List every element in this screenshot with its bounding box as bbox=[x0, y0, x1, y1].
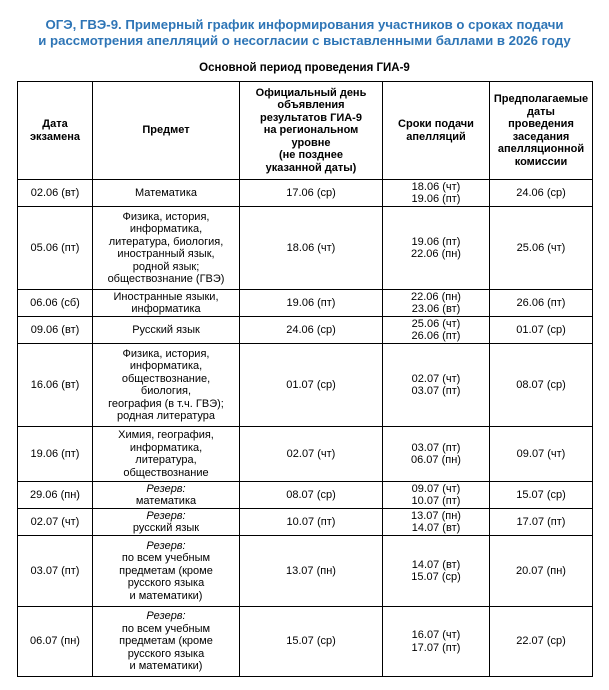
commission-date-cell: 15.07 (ср) bbox=[490, 482, 593, 509]
results-day-cell: 15.07 (ср) bbox=[240, 607, 383, 677]
results-day-cell: 19.06 (пт) bbox=[240, 290, 383, 317]
document-title bbox=[0, 17, 609, 49]
exam-date-cell: 02.06 (вт) bbox=[18, 180, 93, 207]
results-day-cell: 17.06 (ср) bbox=[240, 180, 383, 207]
results-day-cell: 18.06 (чт) bbox=[240, 207, 383, 290]
appeal-schedule-table bbox=[17, 81, 593, 677]
results-day-cell: 24.06 (ср) bbox=[240, 317, 383, 344]
reserve-note: Резерв: bbox=[146, 539, 186, 552]
table-row bbox=[18, 180, 593, 207]
subject-cell: Резерв: русский язык bbox=[93, 509, 240, 536]
reserve-note: Резерв: bbox=[146, 509, 186, 522]
subject-cell: Физика, история, информатика, обществознание, биология, география (в т.ч. ГВЭ); родная литература bbox=[93, 344, 240, 427]
header-subject: Предмет bbox=[93, 82, 240, 180]
subject-cell: Резерв: математика bbox=[93, 482, 240, 509]
exam-date-cell: 06.07 (пн) bbox=[18, 607, 93, 677]
exam-date-cell: 19.06 (пт) bbox=[18, 427, 93, 482]
results-day-cell: 10.07 (пт) bbox=[240, 509, 383, 536]
exam-date-cell: 16.06 (вт) bbox=[18, 344, 93, 427]
appeal-dates-cell: 25.06 (чт) 26.06 (пт) bbox=[383, 317, 490, 344]
commission-date-cell: 25.06 (чт) bbox=[490, 207, 593, 290]
exam-date-cell: 06.06 (сб) bbox=[18, 290, 93, 317]
subject-cell: Иностранные языки, информатика bbox=[93, 290, 240, 317]
results-day-cell: 02.07 (чт) bbox=[240, 427, 383, 482]
table-row bbox=[18, 317, 593, 344]
appeal-dates-cell: 18.06 (чт) 19.06 (пт) bbox=[383, 180, 490, 207]
exam-date-cell: 05.06 (пт) bbox=[18, 207, 93, 290]
exam-date-cell: 02.07 (чт) bbox=[18, 509, 93, 536]
subject-cell: Резерв: по всем учебным предметам (кроме русского языка и математики) bbox=[93, 607, 240, 677]
subject-cell: Математика bbox=[93, 180, 240, 207]
table-row bbox=[18, 344, 593, 427]
subject-cell: Русский язык bbox=[93, 317, 240, 344]
results-day-cell: 13.07 (пн) bbox=[240, 536, 383, 607]
table-header-row bbox=[18, 82, 593, 180]
reserve-note: Резерв: bbox=[146, 482, 186, 495]
table-row bbox=[18, 427, 593, 482]
commission-date-cell: 01.07 (ср) bbox=[490, 317, 593, 344]
table-row bbox=[18, 482, 593, 509]
title-text: ОГЭ, ГВЭ-9. Примерный график информирования участников о сроках подачи и рассмотрения апелляций о несогласии с выставленными баллами в 2026 году bbox=[38, 17, 571, 48]
header-appeal-dates: Сроки подачи апелляций bbox=[383, 82, 490, 180]
table-row bbox=[18, 509, 593, 536]
period-subtitle: Основной период проведения ГИА-9 bbox=[199, 62, 410, 74]
appeal-dates-cell: 02.07 (чт) 03.07 (пт) bbox=[383, 344, 490, 427]
commission-date-cell: 22.07 (ср) bbox=[490, 607, 593, 677]
header-results-day: Официальный день объявления результатов ГИА-9 на региональном уровне (не позднее указанной даты) bbox=[240, 82, 383, 180]
appeal-dates-cell: 16.07 (чт) 17.07 (пт) bbox=[383, 607, 490, 677]
header-exam-date: Дата экзамена bbox=[18, 82, 93, 180]
subject-cell: Химия, география, информатика, литература, обществознание bbox=[93, 427, 240, 482]
appeal-dates-cell: 03.07 (пт) 06.07 (пн) bbox=[383, 427, 490, 482]
commission-date-cell: 26.06 (пт) bbox=[490, 290, 593, 317]
subject-cell: Физика, история, информатика, литература, биология, иностранный язык, родной язык; обществознание (ГВЭ) bbox=[93, 207, 240, 290]
commission-date-cell: 20.07 (пн) bbox=[490, 536, 593, 607]
header-commission-dates: Предполагаемые даты проведения заседания апелляционной комиссии bbox=[490, 82, 593, 180]
exam-date-cell: 29.06 (пн) bbox=[18, 482, 93, 509]
commission-date-cell: 08.07 (ср) bbox=[490, 344, 593, 427]
commission-date-cell: 09.07 (чт) bbox=[490, 427, 593, 482]
table-row bbox=[18, 536, 593, 607]
appeal-dates-cell: 14.07 (вт) 15.07 (ср) bbox=[383, 536, 490, 607]
appeal-dates-cell: 19.06 (пт) 22.06 (пн) bbox=[383, 207, 490, 290]
exam-date-cell: 03.07 (пт) bbox=[18, 536, 93, 607]
results-day-cell: 08.07 (ср) bbox=[240, 482, 383, 509]
appeal-dates-cell: 22.06 (пн) 23.06 (вт) bbox=[383, 290, 490, 317]
table-row bbox=[18, 290, 593, 317]
commission-date-cell: 17.07 (пт) bbox=[490, 509, 593, 536]
subject-cell: Резерв: по всем учебным предметам (кроме русского языка и математики) bbox=[93, 536, 240, 607]
exam-date-cell: 09.06 (вт) bbox=[18, 317, 93, 344]
table-row bbox=[18, 607, 593, 677]
reserve-note: Резерв: bbox=[146, 610, 186, 623]
table-row bbox=[18, 207, 593, 290]
appeal-dates-cell: 13.07 (пн) 14.07 (вт) bbox=[383, 509, 490, 536]
results-day-cell: 01.07 (ср) bbox=[240, 344, 383, 427]
appeal-dates-cell: 09.07 (чт) 10.07 (пт) bbox=[383, 482, 490, 509]
commission-date-cell: 24.06 (ср) bbox=[490, 180, 593, 207]
